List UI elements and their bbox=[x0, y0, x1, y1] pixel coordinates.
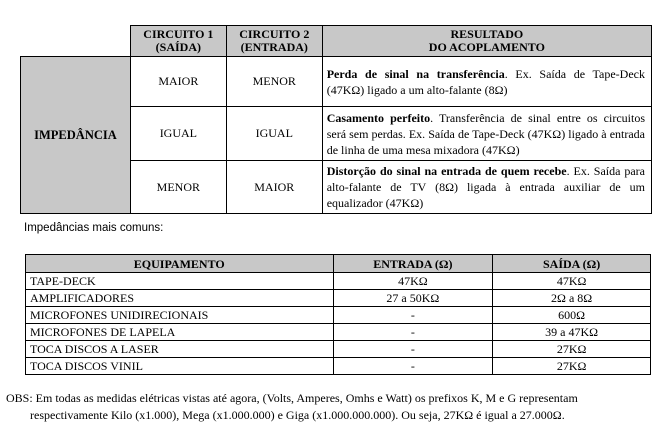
cell-saida: 27KΩ bbox=[493, 358, 651, 375]
cell-resultado bbox=[322, 161, 651, 214]
header-blank-cell bbox=[21, 26, 131, 57]
header-resultado bbox=[322, 26, 651, 57]
cell-circuito-1: IGUAL bbox=[130, 107, 226, 161]
table-row bbox=[26, 307, 651, 324]
cell-circuito-1: MAIOR bbox=[130, 57, 226, 107]
cell-entrada: - bbox=[333, 358, 493, 375]
table-row bbox=[26, 358, 651, 375]
table-row bbox=[21, 57, 652, 107]
cell-entrada: - bbox=[333, 307, 493, 324]
result-bold: Perda de sinal na transferência bbox=[326, 66, 505, 81]
cell-resultado bbox=[322, 107, 651, 161]
header-text: CIRCUITO 1 bbox=[143, 27, 214, 41]
header-text: DO ACOPLAMENTO bbox=[428, 40, 545, 54]
result-text: . Ex. Saída para alto-falante de TV (8Ω) ligada à entrada auxiliar de um equalizador (47KΩ) bbox=[326, 164, 645, 210]
cell-equipamento: TOCA DISCOS VINIL bbox=[26, 358, 334, 375]
cell-equipamento: AMPLIFICADORES bbox=[26, 290, 334, 307]
cell-entrada: 47KΩ bbox=[333, 273, 493, 290]
obs-note bbox=[6, 390, 652, 424]
obs-note-line-2: respectivamente Kilo (x1.000), Mega (x1.000.000) e Giga (x1.000.000.000). Ou seja, 27KΩ é igual a 27.000Ω. bbox=[30, 408, 565, 422]
table-row bbox=[26, 341, 651, 358]
header-saida: SAÍDA (Ω) bbox=[493, 255, 651, 273]
obs-note-line-1: OBS: Em todas as medidas elétricas vistas até agora, (Volts, Amperes, Omhs e Watt) os prefixos K, M e G representam bbox=[6, 391, 578, 405]
header-entrada: ENTRADA (Ω) bbox=[333, 255, 493, 273]
table-row bbox=[26, 290, 651, 307]
cell-entrada: 27 a 50KΩ bbox=[333, 290, 493, 307]
cell-equipamento: MICROFONES UNIDIRECIONAIS bbox=[26, 307, 334, 324]
cell-circuito-1: MENOR bbox=[130, 161, 226, 214]
common-impedances-table bbox=[25, 254, 651, 375]
cell-saida: 47KΩ bbox=[493, 273, 651, 290]
cell-entrada: - bbox=[333, 341, 493, 358]
table-row bbox=[26, 273, 651, 290]
header-equipamento: EQUIPAMENTO bbox=[26, 255, 334, 273]
cell-saida: 27KΩ bbox=[493, 341, 651, 358]
table-header-row bbox=[21, 26, 652, 57]
row-label-impedancia: IMPEDÂNCIA bbox=[21, 57, 131, 214]
impedance-coupling-table bbox=[20, 25, 652, 214]
caption-impedancias-comuns: Impedâncias mais comuns: bbox=[24, 222, 164, 234]
header-circuito-2 bbox=[226, 26, 322, 57]
cell-saida: 2Ω a 8Ω bbox=[493, 290, 651, 307]
header-circuito-1 bbox=[130, 26, 226, 57]
cell-equipamento: TOCA DISCOS A LASER bbox=[26, 341, 334, 358]
header-text: (SAÍDA) bbox=[155, 40, 202, 54]
cell-resultado bbox=[322, 57, 651, 107]
cell-entrada: - bbox=[333, 324, 493, 341]
result-text: . Transferência de sinal entre os circuitos será sem perdas. Ex. Saída de Tape-Deck (47KΩ) ligado à entrada de linha de uma mesa mixadora (47KΩ) bbox=[326, 110, 646, 157]
result-bold: Casamento perfeito bbox=[326, 110, 431, 125]
header-text: CIRCUITO 2 bbox=[239, 27, 310, 41]
result-bold: Distorção do sinal na entrada de quem recebe bbox=[326, 164, 567, 178]
header-text: (ENTRADA) bbox=[240, 40, 308, 54]
header-text: RESULTADO bbox=[450, 27, 524, 41]
table-row bbox=[26, 324, 651, 341]
table-header-row bbox=[26, 255, 651, 273]
cell-equipamento: TAPE-DECK bbox=[26, 273, 334, 290]
cell-saida: 39 a 47KΩ bbox=[493, 324, 651, 341]
cell-circuito-2: IGUAL bbox=[226, 107, 322, 161]
result-text: . Ex. Saída de Tape-Deck (47KΩ) ligado a um alto-falante (8Ω) bbox=[326, 66, 645, 97]
cell-equipamento: MICROFONES DE LAPELA bbox=[26, 324, 334, 341]
cell-saida: 600Ω bbox=[493, 307, 651, 324]
cell-circuito-2: MENOR bbox=[226, 57, 322, 107]
cell-circuito-2: MAIOR bbox=[226, 161, 322, 214]
